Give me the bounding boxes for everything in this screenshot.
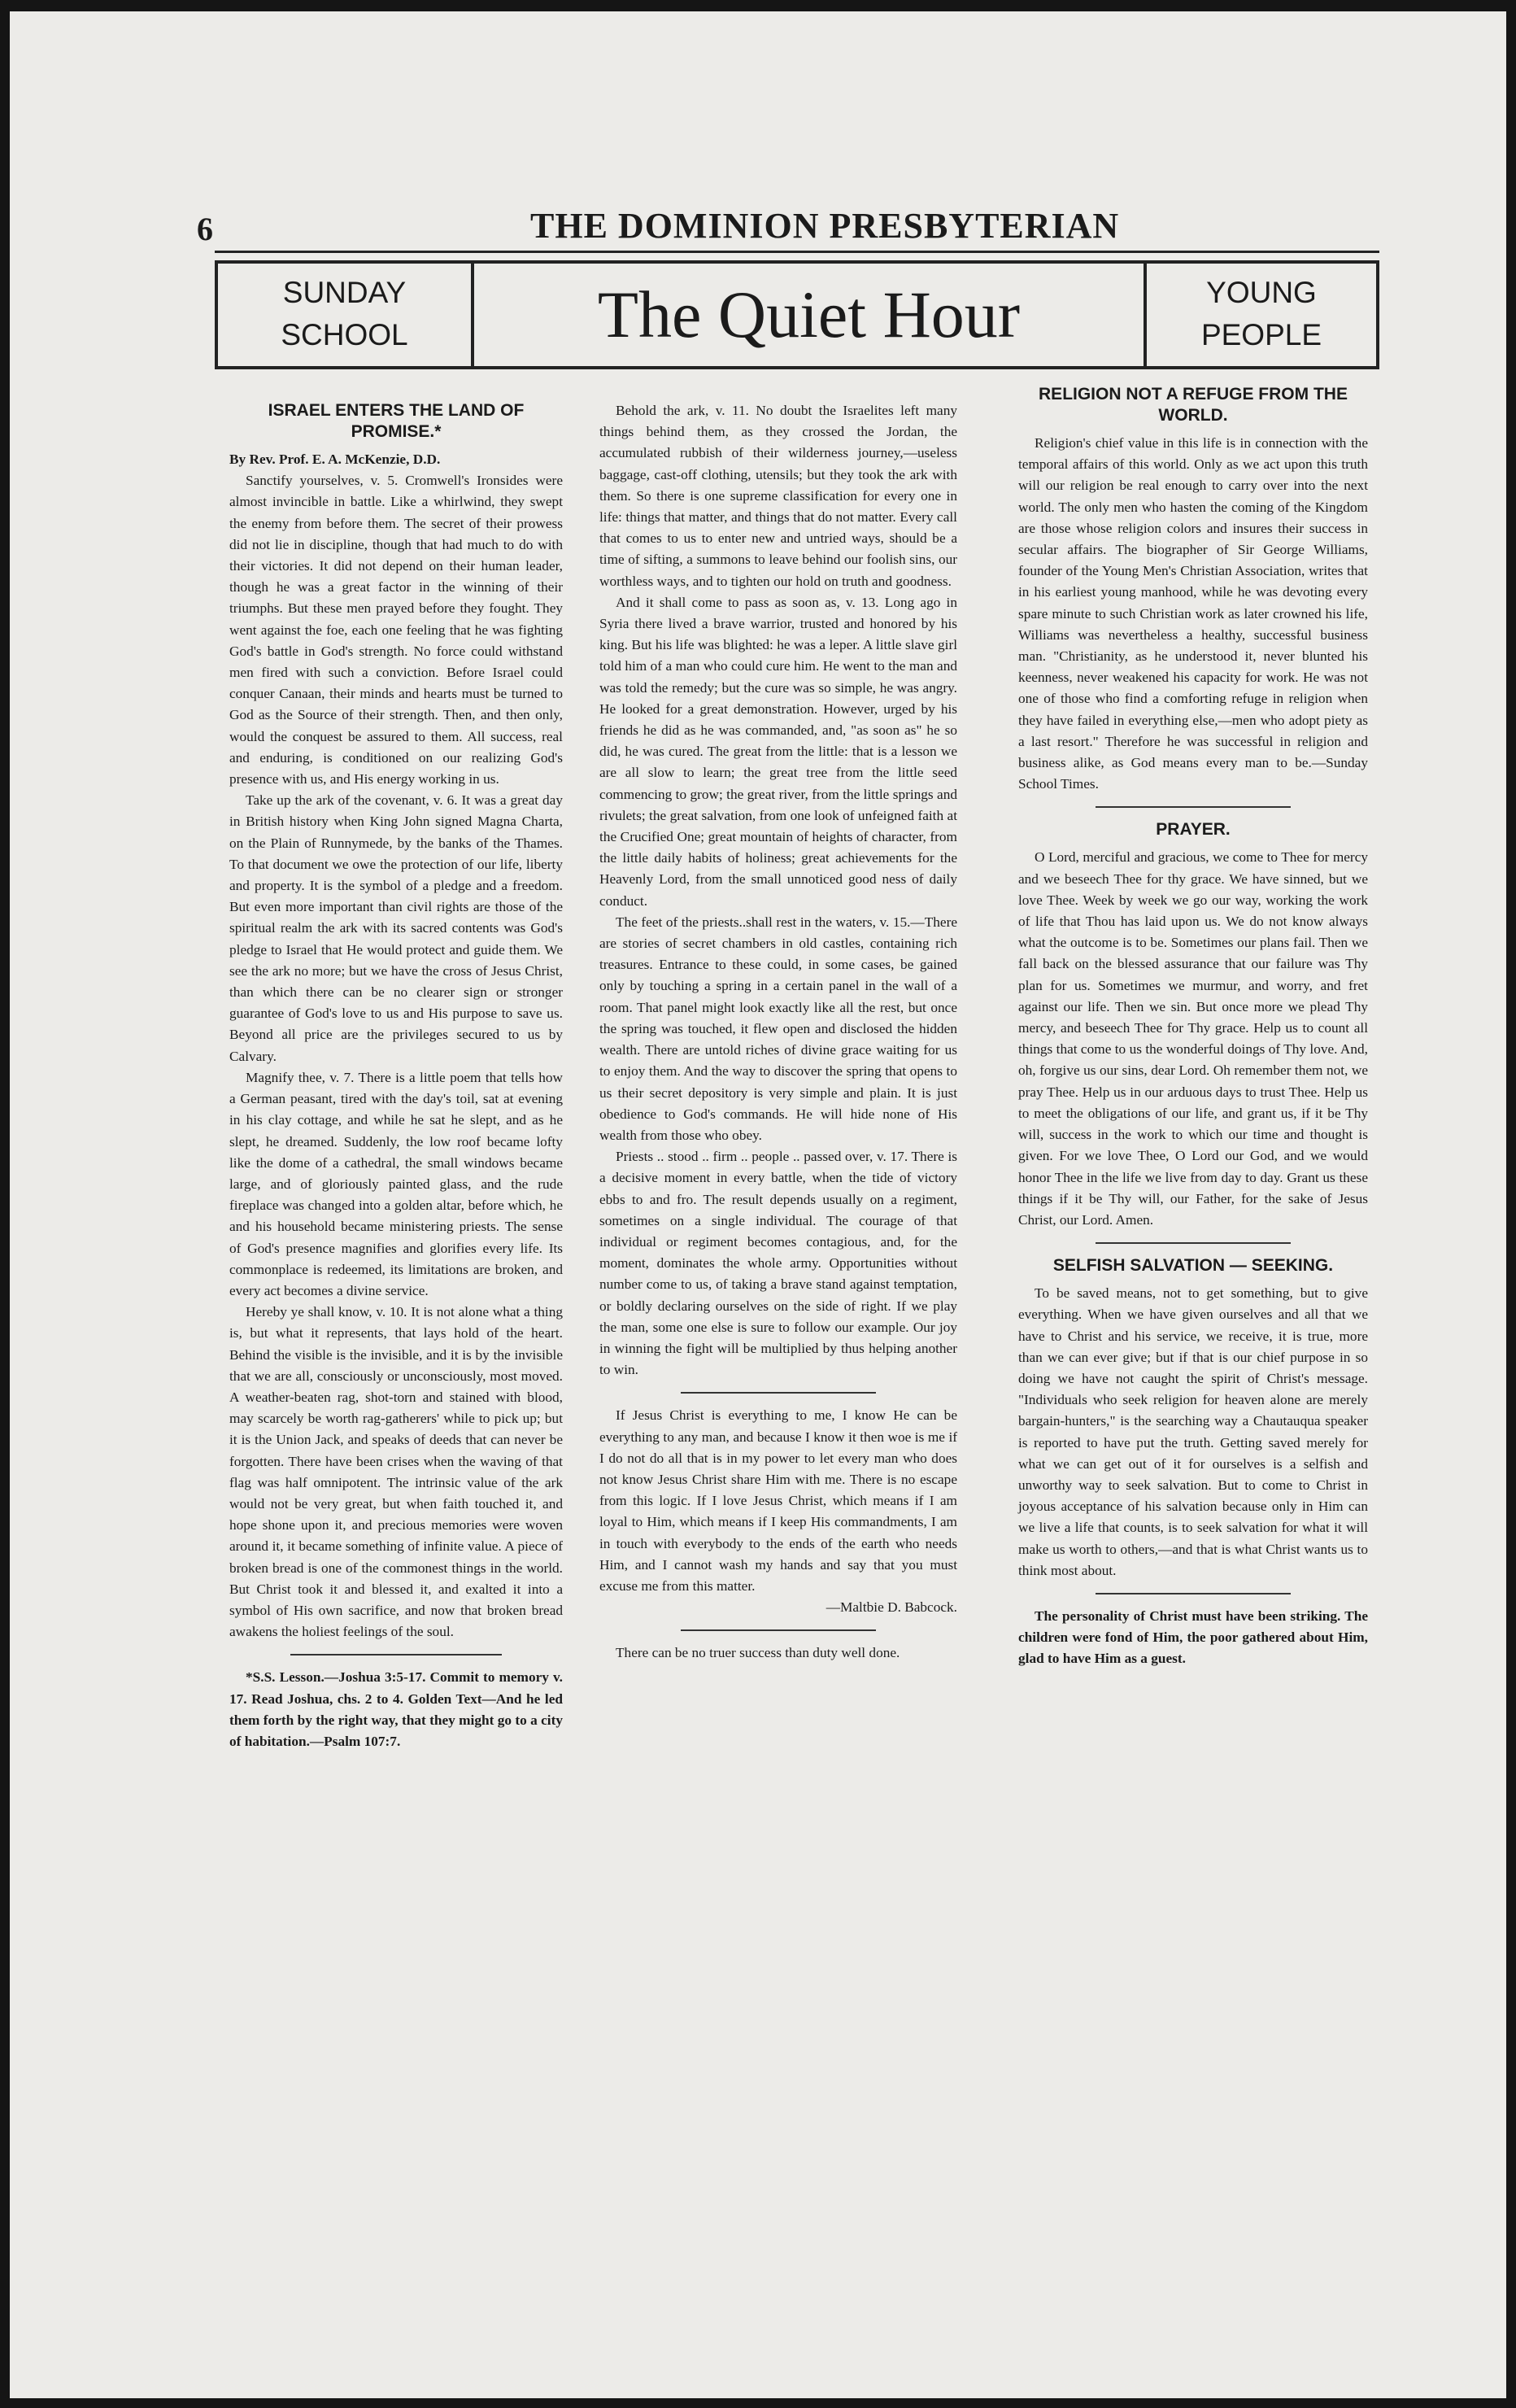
paragraph: Take up the ark of the covenant, v. 6. It was a great day in British history when King John signed Magna Charta, on the Plain of Runnymede, by the banks of the Thames. To that document we owe the protection of our life, liberty and property. It is the symbol of a pledge and a freedom. But even more important than civil rights are those of the spiritual realm the ark with its sacred contents was God's pledge to Israel that He would protect and guide them. We see the ark no more; but we have the cross of Jesus Christ, than which there can be no clearer sign or stronger guarantee of God's love to us and His purpose to save us. Beyond all price are the privileges secured to us by Calvary.	[229, 792, 563, 1064]
divider	[1096, 1242, 1291, 1244]
prayer-text: O Lord, merciful and gracious, we come to Thee for mercy and we beseech Thee for thy grace. We have sinned, but we love Thee. Week by week we go our way, working the work of life that Thou has laid upon us. We do not know always what the outcome is to be. Sometimes our plans fail. Then we fall back on the blessed assurance that our failure was Thy plan for us. Sometimes we murmur, and worry, and fret against our life. Then we sin. But once more we plead Thy mercy, and beseech Thee for Thy grace. Help us to count all things that come to us the wonderful doings of Thy love. And, oh, forgive us our sins, dear Lord. Oh remember them not, we pray Thee. Help us in our arduous days to trust Thee. Help us to meet the obligations of our life, and grant us, if it be Thy will, success in the work to which our time and thought is given. For we love Thee, O Lord our God, and we would honor Thee in the life we live from day to day. Grant us these things if it be Thy will, our Father, for the sake of Jesus Christ, our Lord. Amen.	[1018, 849, 1368, 1228]
quote-attribution: —Maltbie D. Babcock.	[826, 1599, 957, 1616]
article-heading-religion: RELIGION NOT A REFUGE FROM THE WORLD.	[1039, 385, 1348, 425]
paragraph: To be saved means, not to get something, but to give everything. When we have given ourselves and all that we have to Christ and his service, we receive, it is true, more than we can ever give; but if that is our chief purpose in so doing we have not caught the spirit of Christ's message. "Individuals who seek religion for heaven alone are merely bargain-hunters," is the searching way a Chautauqua speaker is reported to have put the truth. Getting saved merely for what we can get out of it for ourselves is a selfish and unworthy way to seek salvation. But to come to Christ in joyous acceptance of his salvation because only in Him can we live a life that counts, is to seek salvation for what it will make us worth to others,—and that is what Christ wants us to think most about.	[1018, 1285, 1368, 1578]
divider	[1096, 1593, 1291, 1594]
babcock-quote: If Jesus Christ is everything to me, I know He can be everything to any man, and because I know it then woe is me if I do not do all that is in my power to let every man who does not know Jesus Christ share Him with me. There is no escape from this logic. If I love Jesus Christ, which means if I am loyal to Him, which means if I keep His commandments, I am in touch with everybody to the ends of the earth who needs Him, and I cannot wash my hands and say that you must excuse me from this matter.	[599, 1407, 957, 1594]
divider	[681, 1392, 876, 1394]
page	[10, 11, 1506, 2398]
divider	[681, 1629, 876, 1631]
banner-title: The Quiet Hour	[597, 277, 1021, 351]
article-heading-israel: ISRAEL ENTERS THE LAND OF PROMISE.*	[268, 401, 525, 441]
article-heading-prayer: PRAYER.	[1156, 820, 1231, 840]
paragraph: Behold the ark, v. 11. No doubt the Israelites left many things behind them, as they crossed the Jordan, the accumulated rubbish of their wilderness journey,—useless baggage, cast-off clothing, utensils; but they took the ark with them. So there is one supreme classification for every one in life: things that matter, and things that do not matter. Every call that comes to us to enter new and untried ways, should be a time of sifting, a summons to leave behind our foolish sins, our worthless ways, and to tighten our hold on truth and goodness.	[599, 403, 957, 589]
section-banner	[215, 260, 1379, 369]
banner-right-box	[1144, 264, 1376, 366]
banner-left-line1: SUNDAY	[282, 276, 407, 309]
banner-left-box	[218, 264, 474, 366]
column-3	[1018, 384, 1368, 1670]
column-2	[599, 400, 957, 1664]
header-rule	[215, 251, 1379, 253]
column-1	[229, 400, 563, 1752]
paragraph: The feet of the priests..shall rest in the waters, v. 15.—There are stories of secret chambers in old castles, containing rich treasures. Entrance to these could, in some cases, be gained only by touching a spring in a certain panel in the wall of a room. That panel might look exactly like all the rest, but once the spring was touched, it flew open and disclosed the hidden wealth. There are untold riches of divine grace waiting for us to enjoy them. And the way to discover the spring that opens to us their secret depository is very simple and plain. It is just obedience to God's commands. He will hide none of His wealth from those who obey.	[599, 914, 957, 1143]
paragraph: Sanctify yourselves, v. 5. Cromwell's Ironsides were almost invincible in battle. Like a whirlwind, they swept the enemy from before them. The secret of their prowess did not lie in discipline, though that had much to do with their victories. It did not depend on their human leader, though he was a great factor in the winning of their triumphs. But these men prayed before they fought. They went against the foe, each one feeling that he was fighting God's battle in God's strength. No force could withstand men fired with such a conviction. Before Israel could conquer Canaan, their minds and hearts must be turned to God as the Source of their strength. Then, and then only, would the conquest be assured to them. All success, real and enduring, is conditioned on our realizing God's presence with us, and His energy working in us.	[229, 473, 563, 787]
page-number: 6	[197, 211, 213, 247]
closing-line: There can be no truer success than duty well done.	[616, 1645, 900, 1661]
banner-left-line2: SCHOOL	[281, 318, 408, 351]
paragraph: And it shall come to pass as soon as, v. 13. Long ago in Syria there lived a brave warrior, trusted and honored by his king. But his life was blighted: he was a leper. A little slave girl told him of a man who could cure him. He went to the man and was told the remedy; but the cure was so simple, he was angry. He looked for a great demonstration. However, urged by his friends he did as he was commanded, and, "as soon as" he so did, he was cured. The great from the little: that is a lesson we are all slow to learn; the great tree from the little seed commencing to grow; the great river, from the little springs and rivulets; the great salvation, from one look of unfeigned faith at the Crucified One; great mountain of heights of character, from the little daily habits of holiness; great achievements for the Heavenly Lord, from the small unnoticed good ness of daily conduct.	[599, 594, 957, 909]
paragraph: Hereby ye shall know, v. 10. It is not alone what a thing is, but what it represents, that lays hold of the heart. Behind the visible is the invisible, and it is by the invisible that we are all, consciously or unconsciously, most moved. A weather-beaten rag, shot-torn and stained with blood, may scarcely be worth rag-gatherers' while to pick up; but it is the Union Jack, and speaks of deeds that can never be forgotten. There have been crises when the waving of that flag was half omnipotent. The intrinsic value of the ark would not be very great, but when faith touched it, and hope shone upon it, and precious memories were woven around it, it became something of infinite value. A piece of broken bread is one of the commonest things in the world. But Christ took it and blessed it, and exalted it into a symbol of His own sacrifice, and now that broken bread awakens the holiest feelings of the soul.	[229, 1304, 563, 1640]
paragraph: Magnify thee, v. 7. There is a little poem that tells how a German peasant, tired with the day's toil, sat at evening in his clay cottage, and while he sat he slept, and as he slept, he dreamed. Suddenly, the low roof became lofty like the dome of a cathedral, the small windows became large, and of gloriously painted glass, and the rude fireplace was changed into a golden altar, before which, he and his household became ministering priests. The sense of God's presence magnifies and glorifies every life. Its commonplace is redeemed, its limitations are broken, and every act becomes a divine service.	[229, 1069, 563, 1298]
lesson-footnote: *S.S. Lesson.—Joshua 3:5-17. Commit to memory v. 17. Read Joshua, chs. 2 to 4. Golden Text—And he led them forth by the right way, that they might go to a city of habitation.—Psalm 107:7.	[229, 1669, 563, 1749]
personality-note: The personality of Christ must have been striking. The children were fond of Him, the poor gathered about Him, glad to have Him as a guest.	[1018, 1608, 1368, 1667]
byline: By Rev. Prof. E. A. McKenzie, D.D.	[229, 452, 441, 467]
running-title: THE DOMINION PRESBYTERIAN	[530, 206, 1120, 246]
divider	[290, 1654, 502, 1656]
paragraph: Religion's chief value in this life is in connection with the temporal affairs of this world. Only as we act upon this truth will our religion be real enough to carry over into the next world. The only men who hasten the coming of the Kingdom are those whose religion colors and insures their success in secular affairs. The biographer of Sir George Williams, founder of the Young Men's Christian Association, writes that in his earliest young manhood, while he was devoting every spare minute to such Christian work as later crowned his life, Williams was nevertheless a healthy, successful business man. "Christianity, as he understood it, never blunted his keenness, never weakened his capacity for work. He was not one of those who find a comforting refuge in religion when they have failed in everything else,—men who adopt piety as a last resort." Therefore he was successful in religion and business alike, as God means every man to be.—Sunday School Times.	[1018, 435, 1368, 792]
paragraph: Priests .. stood .. firm .. people .. passed over, v. 17. There is a decisive moment in every battle, when the tide of victory ebbs to and fro. The result depends usually on a regiment, sometimes on a single individual. The courage of that individual or regiment becomes contagious, and, for the moment, dominates the whole army. Opportunities without number come to us, of taking a brave stand against temptation, or boldly declaring ourselves on the side of right. If we play the man, some one else is sure to follow our example. Our joy in winning the fight will be multiplied by thus helping another to win.	[599, 1149, 957, 1378]
divider	[1096, 806, 1291, 808]
article-heading-selfish: SELFISH SALVATION — SEEKING.	[1052, 1256, 1334, 1276]
banner-right-line2: PEOPLE	[1200, 318, 1322, 351]
banner-right-line1: YOUNG	[1206, 276, 1317, 309]
